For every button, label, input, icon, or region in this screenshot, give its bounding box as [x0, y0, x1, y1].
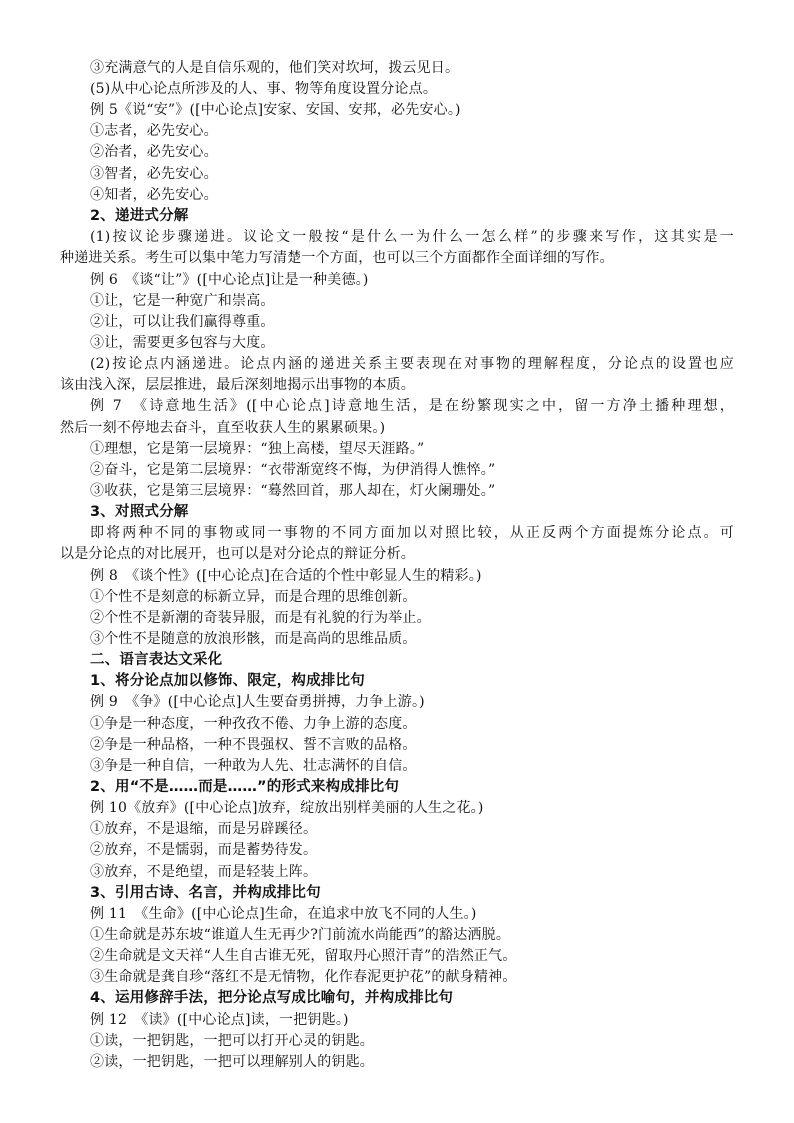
- text-line: 即将两种不同的事物或同一事物的不同方面加以对照比较，从正反两个方面提炼分论点。可: [90, 525, 734, 541]
- text-line: 例 9 《争》([中心论点]人生要奋勇拼搏，力争上游。): [90, 694, 425, 710]
- text-line: ②生命就是文天祥“人生自古谁无死，留取丹心照汗青”的浩然正气。: [90, 948, 517, 964]
- text-line: (2)按论点内涵递进。论点内涵的递进关系主要表现在对事物的理解程度，分论点的设置也应: [90, 356, 734, 372]
- text-line: 例 7 《诗意地生活》([中心论点]诗意地生活，是在纷繁现实之中，留一方净土播种理想，: [90, 398, 734, 414]
- section-heading: 2、递进式分解: [90, 208, 189, 224]
- text-line: ②读，一把钥匙，一把可以理解别人的钥匙。: [90, 1054, 374, 1070]
- text-line: ④知者，必先安心。: [90, 187, 218, 203]
- text-line: ②治者，必先安心。: [90, 144, 218, 160]
- text-line: 例 11 《生命》([中心论点]生命，在追求中放飞不同的人生。): [90, 906, 477, 922]
- text-line: 例 5《说“安”》([中心论点]安家、安国、安邦，必先安心。): [90, 102, 461, 118]
- text-line: ③生命就是龚自珍“落红不是无情物，化作春泥更护花”的献身精神。: [90, 969, 517, 985]
- text-line: ③充满意气的人是自信乐观的，他们笑对坎坷，拨云见日。: [90, 60, 460, 76]
- section-heading: 3、引用古诗、名言，并构成排比句: [90, 885, 321, 901]
- text-line: ①生命就是苏东坡“谁道人生无再少?门前流水尚能西”的豁达洒脱。: [90, 927, 511, 943]
- text-line: ①让，它是一种宽广和崇高。: [90, 293, 275, 309]
- section-heading: 3、对照式分解: [90, 504, 189, 520]
- text-line: (1)按议论步骤递进。议论文一般按“是什么一为什么一怎么样”的步骤来写作，这其实是一: [90, 229, 734, 245]
- text-line: ③收获，它是第三层境界：“蓦然回首，那人却在，灯火阑珊处。”: [90, 483, 496, 499]
- text-line: 然后一刻不停地去奋斗，直至收获人生的累累硕果。): [60, 420, 386, 436]
- text-line: 以是分论点的对比展开，也可以是对分论点的辩证分析。: [60, 546, 415, 562]
- section-heading: 二、语言表达文采化: [90, 652, 223, 668]
- text-line: ①志者，必先安心。: [90, 123, 218, 139]
- text-line: ②放弃，不是懦弱，而是蓄势待发。: [90, 842, 318, 858]
- text-line: ②奋斗，它是第二层境界：“衣带渐宽终不悔，为伊消得人憔悴。”: [90, 462, 496, 478]
- section-heading: 4、运用修辞手法，把分论点写成比喻句，并构成排比句: [90, 990, 454, 1006]
- text-line: 例 10《放弃》([中心论点]放弃，绽放出别样美丽的人生之花。): [90, 800, 484, 816]
- text-line: 例 12 《读》([中心论点]读，一把钥匙。): [90, 1012, 349, 1028]
- text-line: 种递进关系。考生可以集中笔力写清楚一个方面，也可以三个方面都作全面详细的写作。: [60, 250, 614, 266]
- text-line: ②让，可以让我们赢得尊重。: [90, 314, 275, 330]
- text-line: ③放弃，不是绝望，而是轻装上阵。: [90, 864, 318, 880]
- text-line: ①放弃，不是退缩，而是另辟蹊径。: [90, 821, 318, 837]
- text-line: 例 6 《谈“让”》([中心论点]让是一种美德。): [90, 272, 369, 288]
- text-line: ①争是一种态度，一种孜孜不倦、力争上游的态度。: [90, 716, 417, 732]
- text-line: ①理想，它是第一层境界：“独上高楼，望尽天涯路。”: [90, 441, 425, 457]
- text-line: ①个性不是刻意的标新立异，而是合理的思维创新。: [90, 589, 417, 605]
- text-line: 该由浅入深，层层推进，最后深刻地揭示出事物的本质。: [60, 377, 415, 393]
- section-heading: 2、用“不是……而是……”的形式来构成排比句: [90, 779, 400, 795]
- text-line: ③让，需要更多包容与大度。: [90, 335, 275, 351]
- text-line: ③争是一种自信，一种敢为人先、壮志满怀的自信。: [90, 758, 417, 774]
- text-line: ③智者，必先安心。: [90, 166, 218, 182]
- text-line: ②争是一种品格，一种不畏强权、誓不言败的品格。: [90, 737, 417, 753]
- text-line: ①读，一把钥匙，一把可以打开心灵的钥匙。: [90, 1033, 374, 1049]
- text-line: ②个性不是新潮的奇装异服，而是有礼貌的行为举止。: [90, 610, 431, 626]
- text-line: ③个性不是随意的放浪形骸，而是高尚的思维品质。: [90, 631, 417, 647]
- section-heading: 1、将分论点加以修饰、限定，构成排比句: [90, 673, 365, 689]
- text-line: 例 8 《谈个性》([中心论点]在合适的个性中彰显人生的精彩。): [90, 568, 482, 584]
- text-line: (5)从中心论点所涉及的人、事、物等角度设置分论点。: [90, 81, 438, 97]
